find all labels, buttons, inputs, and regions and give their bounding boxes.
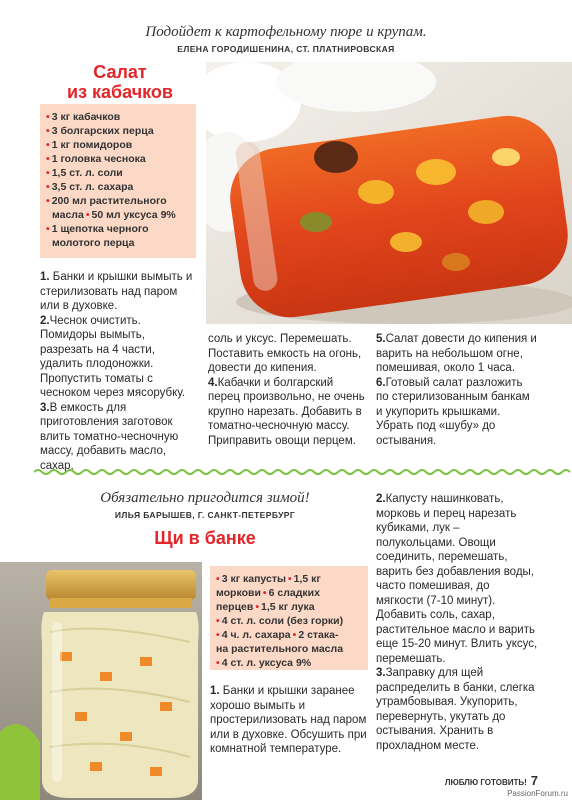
author-top: ЕЛЕНА ГОРОДИШЕНИНА, СТ. ПЛАТНИРОВСКАЯ <box>177 44 395 54</box>
instructions-column-1-shchi <box>210 684 370 757</box>
ingredients-list-shchi <box>216 572 362 670</box>
ingredient-item: перцев • 1,5 кг лука <box>216 601 315 613</box>
ingredient-item: • 4 ст. л. уксуса 9% <box>216 657 312 669</box>
step-4: 4.Кабачки и болгарский перец произвольно, не очень крупно нарезать. Добавить в томатно-чесночную массу. Приправить овощи перцем. <box>208 376 365 447</box>
ingredient-item: • 3 кг капусты • 1,5 кг <box>216 573 321 585</box>
step-3: 3.В емкость для приготовления заготовок влить томатно-чесночную массу, добавить масло, сахар, <box>40 401 179 472</box>
watermark: PassionForum.ru <box>507 789 568 798</box>
ingredient-item: • 1 кг помидоров <box>46 139 133 151</box>
page-number: 7 <box>530 773 538 788</box>
title-line-1: Салат <box>93 62 147 82</box>
ingredient-item: • 4 ч. л. сахара • 2 стака- <box>216 629 339 641</box>
instructions-column-2-salad <box>208 332 368 448</box>
recipe-title-shchi: Щи в банке <box>154 528 256 548</box>
step-3-continued: соль и уксус. Перемешать. Поставить емкость на огонь, довести до кипения. <box>208 333 362 374</box>
photo-zucchini-salad-jar <box>206 62 572 324</box>
ingredient-item: • 1 головка чеснока <box>46 153 146 165</box>
ingredient-item: молотого перца <box>52 237 135 249</box>
wavy-divider <box>34 468 572 476</box>
ingredient-item: • 1 щепотка черного <box>46 223 149 235</box>
tagline-bottom: Обязательно пригодится зимой! <box>100 490 310 506</box>
cabbage-jar-illustration <box>0 562 202 800</box>
ingredient-item: моркови • 6 сладких <box>216 587 320 599</box>
step-5: 5.Салат довести до кипения и варить на небольшом огне, помешивая, около 1 часа. <box>376 333 537 374</box>
instructions-column-2-shchi <box>376 492 538 753</box>
title-line-2: из кабачков <box>67 82 173 102</box>
instructions-column-3-salad <box>376 332 538 448</box>
ingredient-item: • 1,5 ст. л. соли <box>46 167 123 179</box>
ingredient-item: • 4 ст. л. соли (без горки) <box>216 615 344 627</box>
ingredient-item: • 200 мл растительного <box>46 195 167 207</box>
step-2: 2.Чеснок очистить. Помидоры вымыть, разрезать на 4 части, удалить плодоножки. Пропустить томаты с чесноком через мясорубку. <box>40 314 186 399</box>
step-3: 3.Заправку для щей распределить в банки, слегка утрамбовывая. Укупорить, перевернуть, укутать до остывания. Хранить в прохладном месте. <box>376 667 535 752</box>
jar-illustration <box>206 62 572 324</box>
magazine-name: ЛЮБЛЮ ГОТОВИТЬ! <box>444 778 527 787</box>
photo-cabbage-jar <box>0 562 202 800</box>
tagline-top: Подойдет к картофельному пюре и крупам. <box>145 24 427 40</box>
recipe-title-salad <box>40 62 200 102</box>
step-2: 2.Капусту нашинковать, морковь и перец нарезать кубиками, лук – полукольцами. Овощи соединить, перемешать, варить без добавления воды, часто помешивая, до мягкости (7-10 минут). Добавить соль, сахар, растительное масло и варить еще 15-20 минут. Влить уксус, перемешать. <box>376 493 538 665</box>
instructions-column-1-salad <box>40 270 198 473</box>
ingredient-item: • 3 болгарских перца <box>46 125 154 137</box>
step-1: 1. Банки и крышки вымыть и стерилизовать над паром или в духовке. <box>40 271 193 312</box>
ingredient-item: на растительного масла <box>216 643 344 655</box>
step-6: 6.Готовый салат разложить по стерилизованным банкам и укупорить крышками. Убрать под «шубу» до остывания. <box>376 376 530 447</box>
step-1: 1. Банки и крышки заранее хорошо вымыть и простерилизовать над паром или в духовке. Обсушить при комнатной температуре. <box>210 685 367 755</box>
ingredients-box-salad <box>40 104 196 258</box>
author-bottom: ИЛЬЯ БАРЫШЕВ, Г. САНКТ-ПЕТЕРБУРГ <box>114 510 296 520</box>
ingredient-item: • 3,5 ст. л. сахара <box>46 181 134 193</box>
ingredients-box-shchi <box>210 566 368 670</box>
ingredient-item: • 3 кг кабачков <box>46 111 121 123</box>
ingredient-item: масла • 50 мл уксуса 9% <box>52 209 176 221</box>
ingredients-list-salad <box>46 110 190 250</box>
page-footer <box>445 773 538 788</box>
